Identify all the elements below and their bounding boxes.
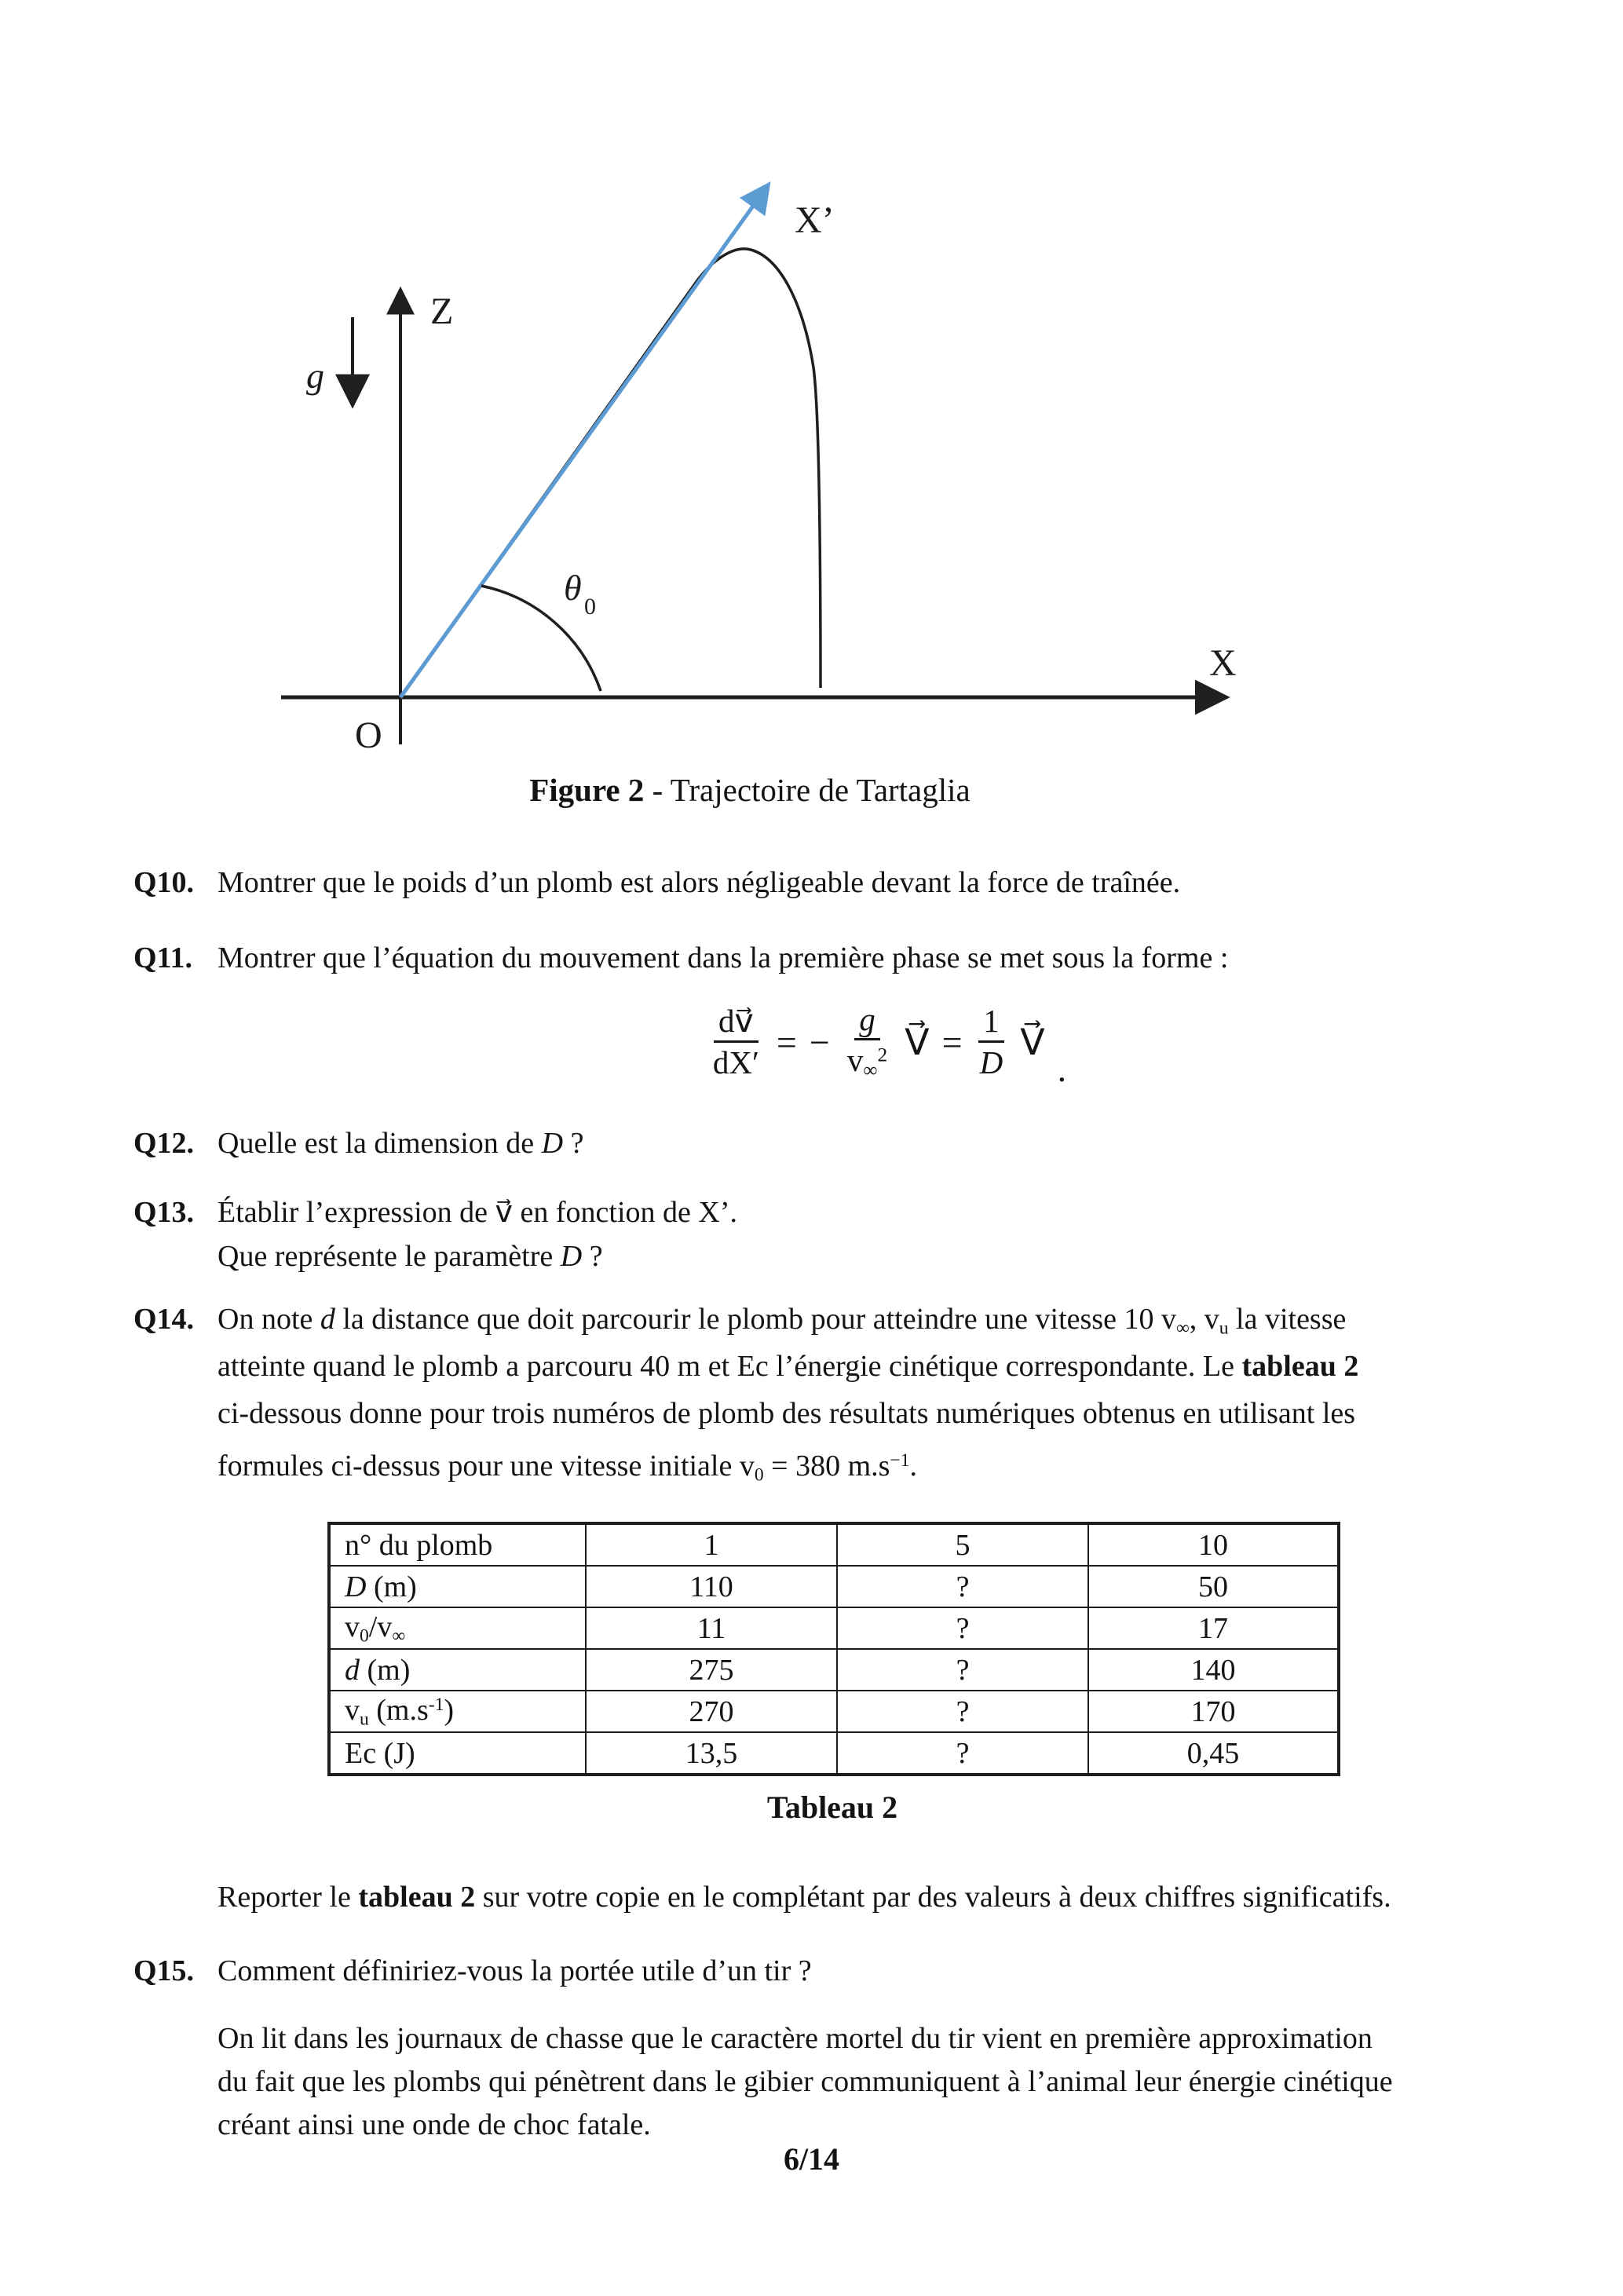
equation-numerator-g: g [854,1001,880,1040]
cell-v0vinf-5: ? [837,1607,1088,1649]
cell-D-10: 50 [1088,1566,1339,1607]
cell-vu-1: 270 [586,1691,837,1732]
theta-subscript: 0 [584,594,596,620]
x-prime-axis-label: X’ [795,199,835,241]
equation-denominator-vinf: v∞$^2$ [846,1042,888,1082]
origin-label: O [355,715,382,756]
q15-text: Comment définiriez-vous la portée utile d’un tir ? [217,1954,812,1987]
trajectory-curve [403,249,821,694]
row-header-D: D (m) [329,1566,586,1607]
closing-paragraph-line1: On lit dans les journaux de chasse que le caractère mortel du tir vient en première approximation [217,2022,1373,2055]
equation-denominator-D: D [979,1044,1003,1080]
equation-equals-1: = [776,1022,797,1062]
theta-label: θ [564,568,582,608]
x-prime-axis [400,185,768,697]
cell-d-5: ? [837,1649,1088,1691]
q13-label: Q13. [133,1196,195,1229]
cell-D-5: ? [837,1566,1088,1607]
q12-text: Quelle est la dimension de D ? [217,1127,584,1160]
row-header-Ec: Ec (J) [329,1732,586,1775]
cell-numero-5: 5 [837,1523,1088,1566]
table-row-v0-vinf [329,1607,1339,1649]
cell-D-1: 110 [586,1566,837,1607]
equation-of-motion [628,983,1146,1101]
row-header-vu: vu $(m.s^{-1})$ [329,1691,586,1732]
cell-d-1: 275 [586,1649,837,1691]
table-row-D [329,1566,1339,1607]
q14-text-line2: atteinte quand le plomb a parcouru 40 m et Ec l’énergie cinétique correspondante. Le tableau 2 [217,1350,1359,1383]
row-header-d: d (m) [329,1649,586,1691]
figure-trajectory-diagram [0,0,1623,832]
theta-angle-arc [481,586,601,691]
equation-numerator-dv: dv⃗ [714,1003,758,1042]
figure-caption-number: Figure 2 [529,772,645,808]
closing-paragraph-line2: du fait que les plombs qui pénètrent dans le gibier communiquent à l’animal leur énergie cinétique [217,2065,1393,2098]
z-axis-label: Z [430,291,454,332]
q11-label: Q11. [133,941,192,974]
q13-text-line2: Que représente le paramètre D ? [217,1240,603,1273]
cell-v0vinf-1: 11 [586,1607,837,1649]
tableau-2 [327,1522,1340,1776]
page-number: 6/14 [783,2141,840,2177]
equation-numerator-1: 1 [978,1003,1004,1042]
q14-label: Q14. [133,1303,195,1336]
cell-vu-5: ? [837,1691,1088,1732]
cell-numero-1: 1 [586,1523,837,1566]
cell-numero-10: 10 [1088,1523,1339,1566]
equation-vector-v-1: V⃗ [905,1022,930,1062]
equation-denominator-dx: dX′ [712,1044,759,1080]
table-row-vu [329,1691,1339,1732]
cell-vu-10: 170 [1088,1691,1339,1732]
q12-label: Q12. [133,1127,195,1160]
equation-minus-sign: − [809,1022,830,1062]
q13-text-line1: Établir l’expression de v⃗ en fonction de X’. [217,1196,737,1229]
cell-v0vinf-10: 17 [1088,1607,1339,1649]
cell-d-10: 140 [1088,1649,1339,1691]
q10-label: Q10. [133,866,195,899]
row-header-numero-plomb: n° du plomb [329,1523,586,1566]
q10-text: Montrer que le poids d’un plomb est alors négligeable devant la force de traînée. [217,866,1181,899]
q14-text-line4: formules ci-dessus pour une vitesse initiale v0 = 380 $m.s^{-1}$. [217,1449,917,1486]
x-axis-label: X [1209,642,1237,684]
gravity-vector-label: g⃗ [306,356,353,396]
closing-paragraph-line3: créant ainsi une onde de choc fatale. [217,2108,651,2141]
row-header-v0-vinf: v0/v∞ [329,1607,586,1649]
figure-caption [397,771,1103,809]
q11-text: Montrer que l’équation du mouvement dans la première phase se met sous la forme : [217,941,1229,974]
q14-text-line1: On note d la distance que doit parcourir le plomb pour atteindre une vitesse 10 v∞, vu la vitesse [217,1303,1347,1339]
cell-Ec-5: ? [837,1732,1088,1775]
q15-label: Q15. [133,1954,195,1987]
table-row-numero [329,1523,1339,1566]
equation-period: . [1057,1049,1067,1089]
equation-vector-v-2: V⃗ [1020,1022,1045,1062]
reporter-instruction: Reporter le tableau 2 sur votre copie en le complétant par des valeurs à deux chiffres significatifs. [217,1881,1391,1914]
cell-Ec-10: 0,45 [1088,1732,1339,1775]
equation-fraction-dv-dx [708,1003,764,1080]
equation-equals-2: = [941,1022,963,1062]
table-caption: Tableau 2 [766,1790,898,1825]
q14-text-line3: ci-dessous donne pour trois numéros de plomb des résultats numériques obtenus en utilisant les [217,1397,1356,1430]
table-row-Ec [329,1732,1339,1775]
cell-Ec-1: 13,5 [586,1732,837,1775]
equation-fraction-g-vinf [843,1001,892,1082]
table-row-d [329,1649,1339,1691]
equation-fraction-1-D [975,1003,1008,1080]
figure-caption-text: - Trajectoire de Tartaglia [644,772,971,808]
